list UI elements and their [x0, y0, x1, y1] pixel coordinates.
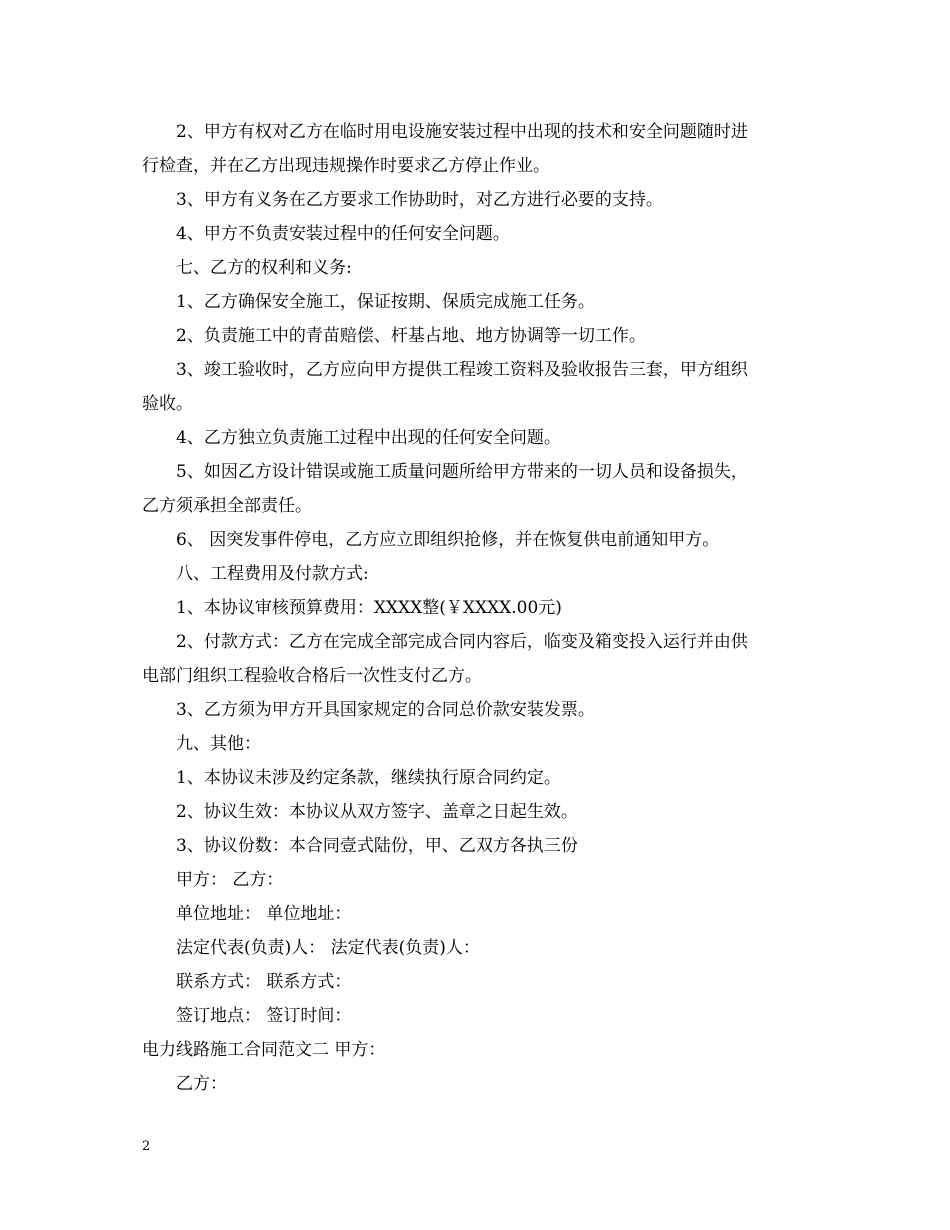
paragraph-line: 电部门组织工程验收合格后一次性支付乙方。	[142, 666, 482, 686]
party-line: 乙方：	[176, 1074, 227, 1094]
document-title-line: 电力线路施工合同范文二 甲方：	[142, 1040, 386, 1060]
paragraph-line: 3、乙方须为甲方开具国家规定的合同总价款安装发票。	[176, 700, 595, 720]
signature-field-line: 联系方式： 联系方式：	[176, 972, 352, 992]
signature-field-line: 法定代表(负责)人： 法定代表(负责)人：	[176, 938, 480, 958]
section-heading: 九、其他：	[176, 734, 261, 754]
paragraph-line: 6、 因突发事件停电，乙方应立即组织抢修，并在恢复供电前通知甲方。	[176, 530, 720, 550]
paragraph-line: 1、本协议未涉及约定条款，继续执行原合同约定。	[176, 768, 561, 788]
paragraph-line: 行检查，并在乙方出现违规操作时要求乙方停止作业。	[142, 156, 550, 176]
paragraph-line: 4、甲方不负责安装过程中的任何安全问题。	[176, 224, 510, 244]
paragraph-line: 2、负责施工中的青苗赔偿、杆基占地、地方协调等一切工作。	[176, 326, 646, 346]
paragraph-line: 4、乙方独立负责施工过程中出现的任何安全问题。	[176, 428, 561, 448]
paragraph-line: 验收。	[142, 394, 193, 414]
paragraph-line: 2、协议生效：本协议从双方签字、盖章之日起生效。	[176, 802, 578, 822]
section-heading: 七、乙方的权利和义务:	[176, 258, 352, 278]
section-heading: 八、工程费用及付款方式:	[176, 564, 369, 584]
paragraph-line: 1、本协议审核预算费用：XXXX整(￥XXXX.00元)	[176, 598, 562, 618]
paragraph-line: 5、如因乙方设计错误或施工质量问题所给甲方带来的一切人员和设备损失，	[176, 462, 748, 482]
page-number: 2	[142, 1139, 151, 1154]
paragraph-line: 3、甲方有义务在乙方要求工作协助时，对乙方进行必要的支持。	[176, 190, 663, 210]
paragraph-line: 2、甲方有权对乙方在临时用电设施安装过程中出现的技术和安全问题随时进	[176, 122, 748, 142]
paragraph-line: 2、付款方式：乙方在完成全部完成合同内容后，临变及箱变投入运行并由供	[176, 632, 748, 652]
paragraph-line: 3、竣工验收时，乙方应向甲方提供工程竣工资料及验收报告三套，甲方组织	[176, 360, 748, 380]
paragraph-line: 1、乙方确保安全施工，保证按期、保质完成施工任务。	[176, 292, 595, 312]
signature-field-line: 单位地址： 单位地址：	[176, 904, 352, 924]
signature-field-line: 签订地点： 签订时间：	[176, 1006, 352, 1026]
signature-field-line: 甲方： 乙方：	[176, 870, 284, 890]
paragraph-line: 乙方须承担全部责任。	[142, 496, 312, 516]
paragraph-line: 3、协议份数：本合同壹式陆份，甲、乙双方各执三份	[176, 836, 578, 856]
